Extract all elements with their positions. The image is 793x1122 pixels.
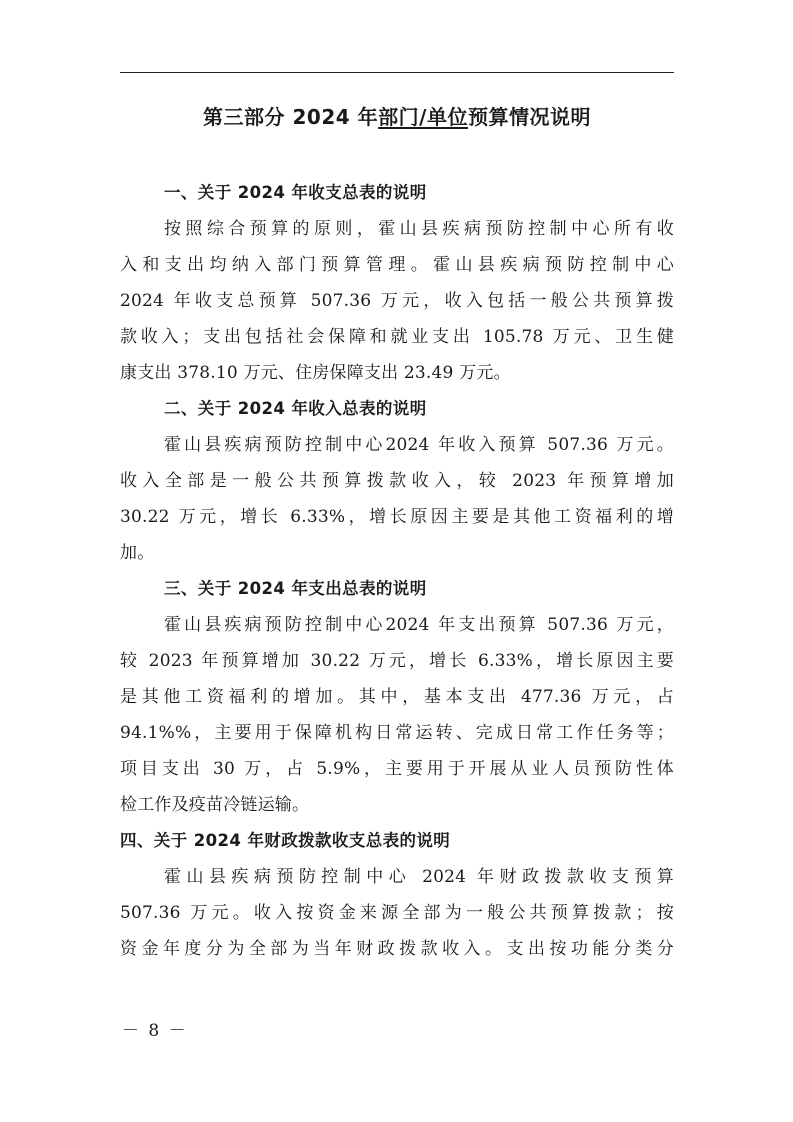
section-4-line: 霍山县疾病预防控制中心 2024 年财政拨款收支预算	[164, 867, 674, 887]
section-3-line: 94.1%%，主要用于保障机构日常运转、完成日常工作任务等；	[120, 723, 674, 743]
page-title	[120, 103, 674, 131]
section-1-line: 康支出 378.10 万元、住房保障支出 23.49 万元。	[120, 363, 511, 383]
section-1-heading: 一、关于 2024 年收支总表的说明	[164, 183, 427, 202]
section-4-line: 507.36 万元。收入按资金来源全部为一般公共预算拨款；按	[120, 903, 674, 923]
page-number: － 8 －	[122, 1021, 188, 1041]
section-2-line: 加。	[120, 543, 155, 563]
title-part-3: 预算情况说明	[467, 105, 591, 129]
section-3-line: 较 2023 年预算增加 30.22 万元，增长 6.33%，增长原因主要	[120, 651, 674, 671]
section-2-line: 收入全部是一般公共预算拨款收入，较 2023 年预算增加	[120, 471, 674, 491]
section-2-line: 30.22 万元，增长 6.33%，增长原因主要是其他工资福利的增	[120, 507, 674, 527]
section-2-line: 霍山县疾病预防控制中心2024 年收入预算 507.36 万元。	[164, 435, 674, 455]
section-3-heading: 三、关于 2024 年支出总表的说明	[164, 579, 427, 598]
section-1-line: 款收入；支出包括社会保障和就业支出 105.78 万元、卫生健	[120, 327, 674, 347]
section-2-heading: 二、关于 2024 年收入总表的说明	[164, 399, 427, 418]
section-4-line: 资金年度分为全部为当年财政拨款收入。支出按功能分类分	[120, 939, 674, 959]
title-part-2-underlined: 部门/单位	[378, 105, 468, 129]
section-1-line: 按照综合预算的原则，霍山县疾病预防控制中心所有收	[164, 219, 674, 239]
section-3-line: 霍山县疾病预防控制中心2024 年支出预算 507.36 万元，	[164, 615, 674, 635]
section-3-line: 项目支出 30 万，占 5.9%，主要用于开展从业人员预防性体	[120, 759, 674, 779]
section-4-heading: 四、关于 2024 年财政拨款收支总表的说明	[120, 831, 451, 850]
section-1-line: 入和支出均纳入部门预算管理。霍山县疾病预防控制中心	[120, 255, 674, 275]
document-body	[120, 175, 674, 967]
section-3-line: 检工作及疫苗冷链运输。	[120, 795, 310, 815]
header-rule	[120, 72, 674, 73]
section-3-line: 是其他工资福利的增加。其中，基本支出 477.36 万元，占	[120, 687, 674, 707]
section-1-line: 2024 年收支总预算 507.36 万元，收入包括一般公共预算拨	[120, 291, 674, 311]
title-part-1: 第三部分 2024 年	[203, 105, 379, 129]
